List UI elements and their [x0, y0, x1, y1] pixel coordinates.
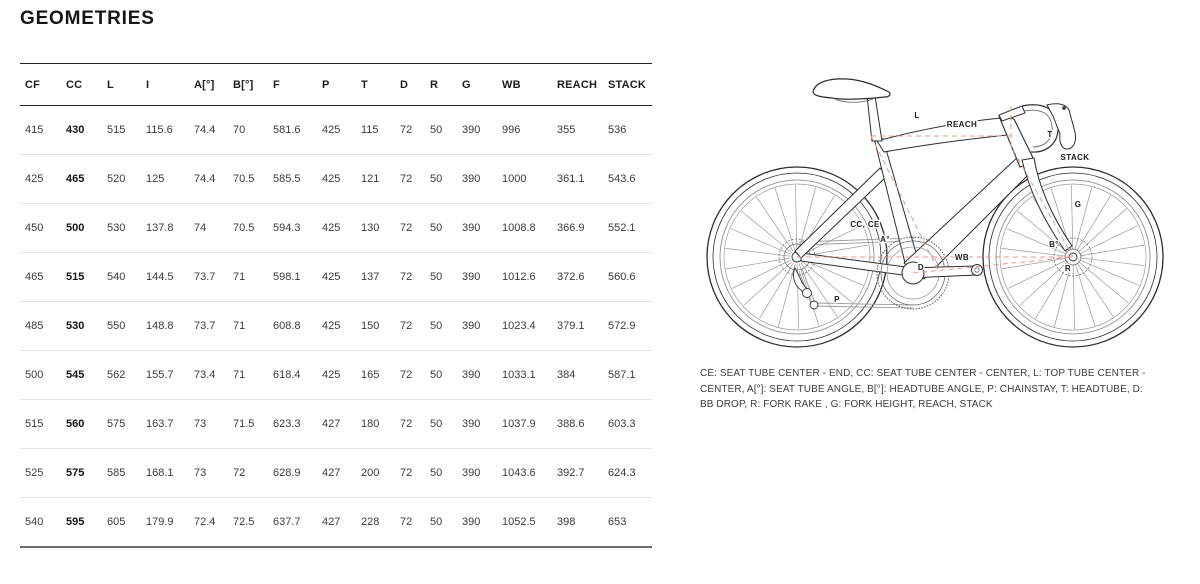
table-cell: 540 [20, 498, 61, 548]
table-cell: 623.3 [268, 400, 317, 449]
table-cell: 550 [102, 302, 141, 351]
table-cell: 50 [425, 400, 457, 449]
table-cell: 165 [356, 351, 395, 400]
table-cell: 200 [356, 449, 395, 498]
table-cell: 72 [395, 351, 425, 400]
table-cell: 543.6 [603, 155, 652, 204]
table-cell: 70 [228, 106, 268, 155]
table-cell: 73 [189, 449, 228, 498]
table-cell: 179.9 [141, 498, 189, 548]
table-cell: 74.4 [189, 155, 228, 204]
table-cell: 372.6 [552, 253, 603, 302]
table-cell: 637.7 [268, 498, 317, 548]
table-cell: 540 [102, 253, 141, 302]
table-cell: 168.1 [141, 449, 189, 498]
table-cell: 425 [317, 351, 356, 400]
table-cell: 72 [395, 400, 425, 449]
table-cell: 228 [356, 498, 395, 548]
table-cell: 450 [20, 204, 61, 253]
table-cell: 425 [317, 253, 356, 302]
column-header: L [102, 64, 141, 106]
table-cell: 595 [61, 498, 102, 548]
table-cell: 379.1 [552, 302, 603, 351]
table-cell: 72 [395, 449, 425, 498]
table-row [20, 155, 652, 204]
table-row [20, 400, 652, 449]
table-cell: 50 [425, 302, 457, 351]
table-cell: 425 [317, 302, 356, 351]
label-stack: STACK [1060, 153, 1090, 162]
table-cell: 425 [317, 155, 356, 204]
table-cell: 390 [457, 106, 497, 155]
table-cell: 72 [395, 302, 425, 351]
column-header: WB [497, 64, 552, 106]
table-cell: 70.5 [228, 204, 268, 253]
table-cell: 425 [317, 204, 356, 253]
column-header: F [268, 64, 317, 106]
table-cell: 603.3 [603, 400, 652, 449]
column-header: G [457, 64, 497, 106]
table-row [20, 351, 652, 400]
table-cell: 50 [425, 498, 457, 548]
table-row [20, 302, 652, 351]
table-row [20, 498, 652, 548]
table-cell: 72 [395, 204, 425, 253]
table-cell: 425 [317, 106, 356, 155]
table-cell: 50 [425, 106, 457, 155]
table-row [20, 204, 652, 253]
geometry-table [20, 63, 652, 548]
table-cell: 1000 [497, 155, 552, 204]
table-cell: 605 [102, 498, 141, 548]
column-header: R [425, 64, 457, 106]
table-cell: 1023.4 [497, 302, 552, 351]
table-cell: 72.4 [189, 498, 228, 548]
table-cell: 1012.6 [497, 253, 552, 302]
table-cell: 575 [61, 449, 102, 498]
column-header: P [317, 64, 356, 106]
table-row [20, 449, 652, 498]
column-header: CF [20, 64, 61, 106]
table-cell: 581.6 [268, 106, 317, 155]
table-cell: 560.6 [603, 253, 652, 302]
column-header: A[°] [189, 64, 228, 106]
table-cell: 618.4 [268, 351, 317, 400]
table-cell: 628.9 [268, 449, 317, 498]
table-cell: 71.5 [228, 400, 268, 449]
table-cell: 653 [603, 498, 652, 548]
table-cell: 598.1 [268, 253, 317, 302]
down-tube [904, 156, 1036, 279]
table-cell: 72 [395, 498, 425, 548]
table-cell: 585.5 [268, 155, 317, 204]
table-cell: 415 [20, 106, 61, 155]
label-chainstay: P [834, 295, 840, 304]
label-headtube: T [1047, 130, 1053, 139]
geometry-table-wrap [20, 63, 652, 548]
table-cell: 366.9 [552, 204, 603, 253]
bike-diagram-svg [695, 50, 1195, 370]
table-header-row [20, 64, 652, 106]
table-cell: 515 [20, 400, 61, 449]
table-cell: 390 [457, 351, 497, 400]
table-cell: 73.7 [189, 253, 228, 302]
table-cell: 150 [356, 302, 395, 351]
table-cell: 390 [457, 498, 497, 548]
table-cell: 137.8 [141, 204, 189, 253]
table-cell: 72 [395, 253, 425, 302]
table-cell: 430 [61, 106, 102, 155]
table-cell: 390 [457, 302, 497, 351]
table-cell: 585 [102, 449, 141, 498]
page-title: GEOMETRIES [20, 8, 155, 29]
table-cell: 121 [356, 155, 395, 204]
table-cell: 72 [395, 155, 425, 204]
table-cell: 115.6 [141, 106, 189, 155]
fork [1022, 158, 1072, 251]
table-cell: 530 [102, 204, 141, 253]
table-cell: 996 [497, 106, 552, 155]
table-cell: 390 [457, 204, 497, 253]
label-reach: REACH [946, 120, 978, 129]
table-cell: 180 [356, 400, 395, 449]
table-cell: 525 [20, 449, 61, 498]
saddle-group [813, 79, 890, 141]
table-cell: 427 [317, 498, 356, 548]
label-bb-drop: D [917, 263, 925, 272]
table-cell: 50 [425, 253, 457, 302]
table-cell: 390 [457, 155, 497, 204]
table-cell: 465 [61, 155, 102, 204]
table-cell: 155.7 [141, 351, 189, 400]
table-cell: 545 [61, 351, 102, 400]
column-header: REACH [552, 64, 603, 106]
table-cell: 425 [20, 155, 61, 204]
table-cell: 536 [603, 106, 652, 155]
table-cell: 70.5 [228, 155, 268, 204]
bike-geometry-diagram [695, 50, 1195, 370]
table-cell: 50 [425, 351, 457, 400]
table-body [20, 106, 652, 548]
label-wheelbase: WB [954, 253, 970, 262]
table-cell: 388.6 [552, 400, 603, 449]
table-cell: 72 [395, 106, 425, 155]
table-cell: 73.4 [189, 351, 228, 400]
label-seat-angle: A° [880, 235, 890, 244]
column-header: CC [61, 64, 102, 106]
table-cell: 384 [552, 351, 603, 400]
table-cell: 500 [20, 351, 61, 400]
top-tube [877, 118, 1007, 152]
front-wheel [983, 167, 1163, 347]
table-cell: 427 [317, 449, 356, 498]
table-cell: 530 [61, 302, 102, 351]
column-header: I [141, 64, 189, 106]
saddle [813, 79, 890, 99]
table-cell: 50 [425, 449, 457, 498]
table-cell: 608.8 [268, 302, 317, 351]
column-header: B[°] [228, 64, 268, 106]
table-cell: 72.5 [228, 498, 268, 548]
label-fork-rake: R [1064, 264, 1072, 273]
table-cell: 390 [457, 253, 497, 302]
table-cell: 515 [61, 253, 102, 302]
column-header: D [395, 64, 425, 106]
table-cell: 427 [317, 400, 356, 449]
table-cell: 562 [102, 351, 141, 400]
table-cell: 392.7 [552, 449, 603, 498]
table-cell: 50 [425, 204, 457, 253]
table-cell: 572.9 [603, 302, 652, 351]
table-cell: 1052.5 [497, 498, 552, 548]
table-row [20, 253, 652, 302]
label-top-tube: L [914, 111, 920, 120]
table-cell: 587.1 [603, 351, 652, 400]
table-cell: 1008.8 [497, 204, 552, 253]
column-header: T [356, 64, 395, 106]
table-cell: 594.3 [268, 204, 317, 253]
table-cell: 361.1 [552, 155, 603, 204]
table-row [20, 106, 652, 155]
table-cell: 125 [141, 155, 189, 204]
table-cell: 485 [20, 302, 61, 351]
table-cell: 115 [356, 106, 395, 155]
table-cell: 73 [189, 400, 228, 449]
table-cell: 71 [228, 253, 268, 302]
brake-lever [1047, 104, 1076, 149]
table-cell: 465 [20, 253, 61, 302]
table-cell: 560 [61, 400, 102, 449]
table-cell: 1033.1 [497, 351, 552, 400]
table-cell: 71 [228, 351, 268, 400]
table-cell: 74.4 [189, 106, 228, 155]
table-cell: 390 [457, 449, 497, 498]
table-cell: 355 [552, 106, 603, 155]
table-cell: 71 [228, 302, 268, 351]
seatpost [867, 96, 882, 141]
table-cell: 552.1 [603, 204, 652, 253]
table-cell: 50 [425, 155, 457, 204]
label-head-angle: B° [1049, 240, 1059, 249]
table-cell: 72 [228, 449, 268, 498]
label-fork-height: G [1074, 200, 1082, 209]
table-cell: 520 [102, 155, 141, 204]
label-seat-tube: CC, CE [850, 220, 880, 229]
diagram-caption: CE: SEAT TUBE CENTER - END, CC: SEAT TUBE CENTER - CENTER, L: TOP TUBE CENTER - CENTER, A[°]: SEAT TUBE ANGLE, B[°]: HEADTUBE ANGLE, P: CHAINSTAY, T: HEADTUBE, D: BB DROP, R: FORK RAKE , G: FORK HEIGHT, REACH, STACK [700, 368, 1146, 410]
table-cell: 74 [189, 204, 228, 253]
table-cell: 575 [102, 400, 141, 449]
table-cell: 1037.9 [497, 400, 552, 449]
table-cell: 73.7 [189, 302, 228, 351]
table-cell: 148.8 [141, 302, 189, 351]
table-cell: 130 [356, 204, 395, 253]
table-cell: 137 [356, 253, 395, 302]
table-cell: 163.7 [141, 400, 189, 449]
column-header: STACK [603, 64, 652, 106]
table-cell: 515 [102, 106, 141, 155]
table-cell: 624.3 [603, 449, 652, 498]
table-cell: 1043.6 [497, 449, 552, 498]
table-cell: 390 [457, 400, 497, 449]
table-cell: 500 [61, 204, 102, 253]
table-cell: 144.5 [141, 253, 189, 302]
table-cell: 398 [552, 498, 603, 548]
